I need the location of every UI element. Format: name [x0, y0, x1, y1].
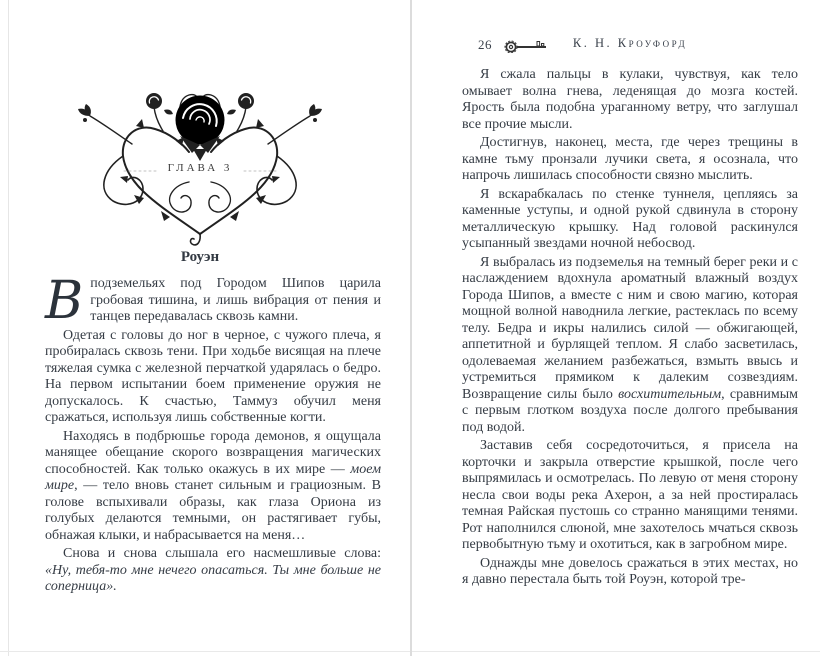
italic-text: моем мире	[45, 461, 381, 493]
body-text: , — тело вновь станет сильным и грациозным. В голове вспыхивали образы, как глаза Ориона из голубых делаются темными, он растягивает губы, обнажая клыки, и набрасывается на меня…	[45, 478, 381, 543]
left-page-text	[45, 271, 381, 598]
right-page-text	[462, 67, 798, 591]
chapter-ornament-block	[60, 86, 340, 266]
paragraph	[45, 328, 381, 427]
paragraph	[462, 255, 798, 437]
paragraph	[45, 546, 381, 596]
italic-text: «Ну, тебя-то мне нечего опасаться. Ты мне больше не соперница».	[45, 562, 381, 594]
italic-text: восхитительным	[618, 386, 722, 402]
right-page	[412, 0, 820, 656]
body-text: Я выбралась из подземелья на темный берег реки и с наслаждением вдохнула ароматный влажный воздух Города Шипов, а вместе с ним и свою магию, которая мощной волной наводнила легкие, растеклась по всему телу. Бедра и икры налились силой — обжигающей, аппетитной и бурлящей теплом. Я слабо засветилась, одолеваемая желанием разбежаться, взмыть ввысь и устремиться прямиком к далеким созвездиям. Возвращение силы было	[462, 254, 798, 402]
body-text: , сравнимым с первым глотком воздуха после долгого пребывания под водой.	[462, 386, 798, 435]
body-text: Находясь в подбрюшье города демонов, я ощущала манящее обещание скорого возвращения магических способностей. Как только окажусь в их мире —	[45, 428, 381, 477]
body-text: Снова и снова слышала его насмешливые слова:	[63, 546, 381, 561]
drop-cap: В	[45, 271, 84, 331]
running-header	[462, 36, 798, 54]
left-page	[8, 0, 410, 656]
rose-icon	[176, 96, 225, 145]
body-text: Я вскарабкалась по стенке туннеля, цепляясь за каменные уступы, и одной рукой сдвинула в сторону металлическую крышку. Над головой раскинулся усыпанный звездами ночной небосвод.	[462, 186, 798, 251]
body-text: Достигнув, наконец, места, где через трещины в камне тьму пронзали лучики света, я осознала, что напрочь лишилась способности связно мыслить.	[462, 135, 798, 183]
paragraph	[462, 67, 798, 133]
chapter-label: ГЛАВА 3	[167, 162, 233, 174]
paragraph	[462, 556, 798, 589]
paragraph	[462, 135, 798, 185]
paragraph	[462, 438, 798, 554]
body-text: Однажды мне довелось сражаться в этих местах, но я давно перестала быть той Роуэн, которой тре-	[462, 555, 798, 587]
running-author: К. Н. Кроуфорд	[572, 36, 688, 50]
paragraph	[45, 429, 381, 545]
key-divider-icon	[504, 39, 550, 58]
bottom-curl	[191, 234, 201, 245]
page-number: 26	[478, 37, 492, 52]
body-text: Я сжала пальцы в кулаки, чувствуя, как тело омывает волна гнева, леденящая до мозга костей. Ярость была подобна ураганному ветру, что заглушал все прочие мысли.	[462, 67, 798, 132]
body-text: подземельях под Городом Шипов царила гробовая тишина, и лишь вибрация от пения и танцев передавалась сквозь камни.	[90, 276, 381, 324]
paragraph	[45, 271, 381, 331]
body-text: Заставив себя сосредоточиться, я присела на корточки и закрыла отверстие крышкой, после чего выпрямилась и осмотрелась. По левую от меня сторону несла свои воды река Ахерон, а за ней простиралась темная Райская пустошь со странно манящими тенями. Рот наполнился слюной, мне захотелось мчаться сквозь первобытную тьму и охотиться, как в загробном мире.	[462, 438, 798, 552]
paragraph	[462, 187, 798, 253]
chapter-title: Роуэн	[180, 249, 220, 265]
body-text: Одетая с головы до ног в черное, с чужого плеча, я пробиралась сквозь тени. При ходьбе висящая на плече тяжелая сумка с железной перчаткой ударялась о бедро. На первом испытании боем применение оружия не допускалось. К счастью, Таммуз обучил меня сражаться, используя лишь собственные когти.	[45, 327, 381, 425]
